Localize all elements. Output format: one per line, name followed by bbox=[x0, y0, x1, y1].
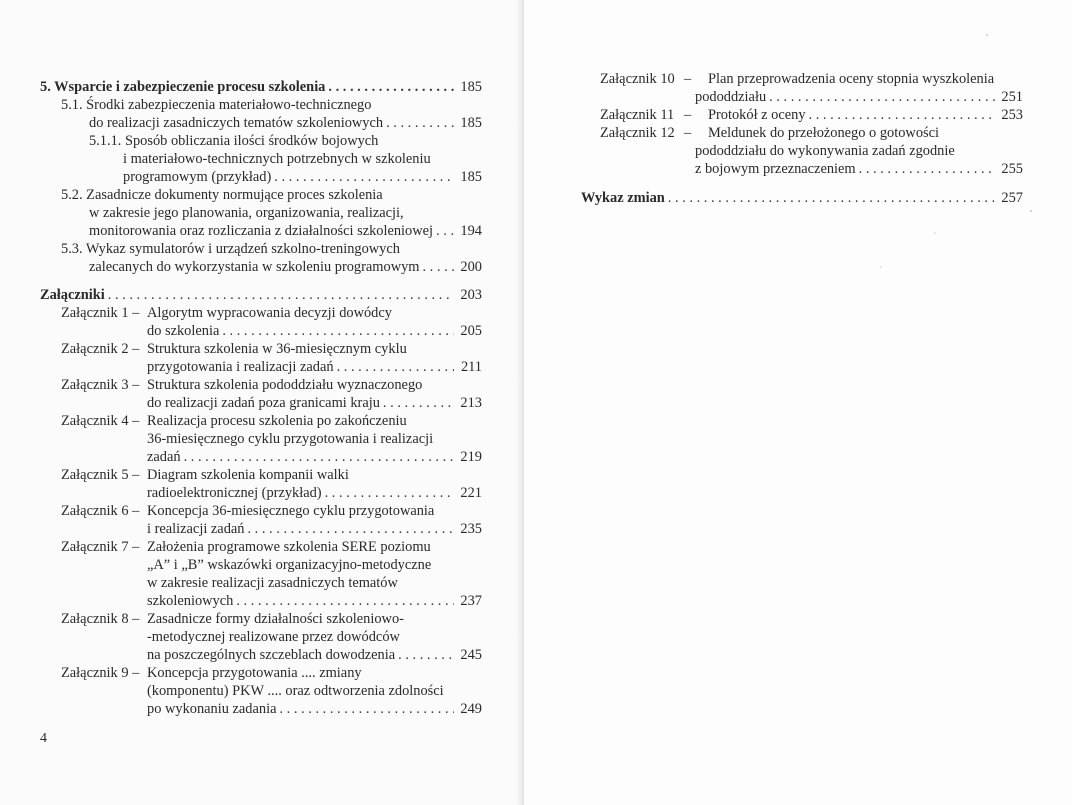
leader-dots bbox=[222, 322, 454, 340]
toc-entry-attachment-1[interactable] bbox=[147, 322, 482, 340]
toc-page-number: 235 bbox=[460, 521, 482, 537]
toc-line: Założenia programowe szkolenia SERE poziomu bbox=[147, 539, 431, 555]
leader-dots bbox=[184, 448, 454, 466]
toc-line: w zakresie jego planowania, organizowania, realizacji, bbox=[89, 205, 404, 221]
scan-speck bbox=[934, 232, 936, 234]
toc-page-number: 211 bbox=[460, 359, 482, 375]
toc-line: (komponentu) PKW .... oraz odtworzenia zdolności bbox=[147, 683, 444, 699]
toc-entry-title: monitorowania oraz rozliczania z działalności szkoleniowej bbox=[89, 223, 434, 239]
toc-entry-title: szkoleniowych bbox=[147, 593, 234, 609]
toc-line: pododdziału do wykonywania zadań zgodnie bbox=[695, 143, 955, 159]
toc-line: 5.1. Środki zabezpieczenia materiałowo-technicznego bbox=[61, 97, 372, 113]
toc-line: i materiałowo-technicznych potrzebnych w szkoleniu bbox=[123, 151, 431, 167]
leader-dots bbox=[247, 520, 454, 538]
toc-entry-changes[interactable] bbox=[581, 189, 1023, 207]
attachment-label: Załącznik 5 – bbox=[61, 467, 140, 483]
toc-page-number: 219 bbox=[460, 449, 482, 465]
attachment-label: Załącznik 1 – bbox=[61, 305, 140, 321]
toc-line: w zakresie realizacji zasadniczych tematów bbox=[147, 575, 398, 591]
attachment-label: Załącznik 11 bbox=[600, 107, 675, 123]
toc-entry-title: programowym (przykład) bbox=[123, 169, 272, 185]
toc-entry-attachment-9[interactable] bbox=[147, 700, 482, 718]
toc-entry-5-1[interactable] bbox=[89, 114, 482, 132]
page-number: 4 bbox=[40, 731, 47, 746]
toc-entry-attachment-11[interactable] bbox=[708, 106, 1023, 124]
toc-entry-title: z bojowym przeznaczeniem bbox=[695, 161, 856, 177]
toc-page-number: 213 bbox=[460, 395, 482, 411]
attachment-dash: – bbox=[684, 125, 692, 141]
toc-entry-title: na poszczególnych szczeblach dowodzenia bbox=[147, 647, 396, 663]
toc-entry-5-3[interactable] bbox=[89, 258, 482, 276]
toc-line: 5.2. Zasadnicze dokumenty normujące proces szkolenia bbox=[61, 187, 383, 203]
attachment-label: Załącznik 8 – bbox=[61, 611, 140, 627]
attachment-dash: – bbox=[684, 107, 692, 123]
leader-dots bbox=[859, 160, 995, 178]
attachment-label: Załącznik 7 – bbox=[61, 539, 140, 555]
toc-line: Algorytm wypracowania decyzji dowódcy bbox=[147, 305, 392, 321]
toc-entry-attachment-10[interactable] bbox=[695, 88, 1023, 106]
leader-dots bbox=[436, 222, 454, 240]
toc-entry-title: do szkolenia bbox=[147, 323, 220, 339]
scan-speck bbox=[1030, 210, 1032, 212]
toc-page-number: 185 bbox=[460, 115, 482, 131]
attachment-label: Załącznik 10 bbox=[600, 71, 675, 87]
leader-dots bbox=[108, 286, 454, 304]
attachment-label: Załącznik 3 – bbox=[61, 377, 140, 393]
toc-line: 5.1.1. Sposób obliczania ilości środków bojowych bbox=[89, 133, 379, 149]
attachment-label: Załącznik 12 bbox=[600, 125, 675, 141]
toc-entry-attachment-7[interactable] bbox=[147, 592, 482, 610]
toc-page-number: 185 bbox=[460, 79, 482, 95]
toc-page-number: 253 bbox=[1001, 107, 1023, 123]
leader-dots bbox=[383, 394, 454, 412]
toc-entry-title: do realizacji zadań poza granicami kraju bbox=[147, 395, 380, 411]
toc-page-number: 194 bbox=[460, 223, 482, 239]
toc-entry-title: radioelektronicznej (przykład) bbox=[147, 485, 322, 501]
toc-line: 36-miesięcznego cyklu przygotowania i realizacji bbox=[147, 431, 434, 447]
toc-entry-attachment-6[interactable] bbox=[147, 520, 482, 538]
toc-entry-title: do realizacji zasadniczych tematów szkoleniowych bbox=[89, 115, 384, 131]
toc-entry-title: po wykonaniu zadania bbox=[147, 701, 277, 717]
attachment-dash: – bbox=[684, 71, 692, 87]
toc-entry-attachment-3[interactable] bbox=[147, 394, 482, 412]
toc-entry-title: Wykaz zmian bbox=[581, 190, 665, 206]
toc-line: -metodycznej realizowane przez dowódców bbox=[147, 629, 400, 645]
toc-entry-section-5[interactable] bbox=[40, 78, 482, 96]
attachment-label: Załącznik 4 – bbox=[61, 413, 140, 429]
toc-page-number: 221 bbox=[460, 485, 482, 501]
scan-speck bbox=[880, 266, 882, 268]
toc-line: Diagram szkolenia kompanii walki bbox=[147, 467, 349, 483]
right-page bbox=[524, 0, 1072, 805]
toc-entry-title: 5. Wsparcie i zabezpieczenie procesu szkolenia bbox=[40, 79, 326, 95]
leader-dots bbox=[422, 258, 454, 276]
left-page bbox=[0, 0, 524, 805]
toc-entry-title: zadań bbox=[147, 449, 181, 465]
toc-page-number: 205 bbox=[460, 323, 482, 339]
toc-entry-attachment-4[interactable] bbox=[147, 448, 482, 466]
leader-dots bbox=[386, 114, 454, 132]
leader-dots bbox=[325, 484, 454, 502]
toc-page-number: 245 bbox=[460, 647, 482, 663]
toc-line: Plan przeprowadzenia oceny stopnia wyszkolenia bbox=[708, 71, 995, 87]
leader-dots bbox=[398, 646, 454, 664]
toc-entry-title: Załączniki bbox=[40, 287, 105, 303]
leader-dots bbox=[279, 700, 454, 718]
toc-entry-attachment-12[interactable] bbox=[695, 160, 1023, 178]
toc-entry-5-1-1[interactable] bbox=[123, 168, 482, 186]
leader-dots bbox=[274, 168, 454, 186]
toc-entry-title: przygotowania i realizacji zadań bbox=[147, 359, 334, 375]
toc-line: Struktura szkolenia w 36-miesięcznym cyklu bbox=[147, 341, 407, 357]
toc-entry-title: zalecanych do wykorzystania w szkoleniu programowym bbox=[89, 259, 420, 275]
toc-page-number: 200 bbox=[460, 259, 482, 275]
toc-line: „A” i „B” wskazówki organizacyjno-metodyczne bbox=[147, 557, 432, 573]
toc-page-number: 257 bbox=[1001, 190, 1023, 206]
toc-line: Koncepcja 36-miesięcznego cyklu przygotowania bbox=[147, 503, 435, 519]
attachment-label: Załącznik 9 – bbox=[61, 665, 140, 681]
toc-line: Struktura szkolenia pododdziału wyznaczonego bbox=[147, 377, 423, 393]
toc-entry-attachment-8[interactable] bbox=[147, 646, 482, 664]
toc-entry-attachment-5[interactable] bbox=[147, 484, 482, 502]
attachment-label: Załącznik 2 – bbox=[61, 341, 140, 357]
leader-dots bbox=[236, 592, 454, 610]
scan-speck bbox=[986, 34, 988, 36]
toc-line: Meldunek do przełożonego o gotowości bbox=[708, 125, 939, 141]
leader-dots bbox=[668, 189, 995, 207]
attachment-label: Załącznik 6 – bbox=[61, 503, 140, 519]
toc-line: Koncepcja przygotowania .... zmiany bbox=[147, 665, 362, 681]
toc-line: Realizacja procesu szkolenia po zakończeniu bbox=[147, 413, 407, 429]
leader-dots bbox=[328, 78, 454, 96]
toc-page-number: 249 bbox=[460, 701, 482, 717]
toc-entry-title: pododdziału bbox=[695, 89, 767, 105]
leader-dots bbox=[809, 106, 995, 124]
toc-entry-title: i realizacji zadań bbox=[147, 521, 245, 537]
toc-page-number: 255 bbox=[1001, 161, 1023, 177]
toc-page-number: 185 bbox=[460, 169, 482, 185]
toc-entry-5-2[interactable] bbox=[89, 222, 482, 240]
toc-entry-attachment-2[interactable] bbox=[147, 358, 482, 376]
toc-line: 5.3. Wykaz symulatorów i urządzeń szkolno-treningowych bbox=[61, 241, 400, 257]
toc-line: Zasadnicze formy działalności szkoleniowo- bbox=[147, 611, 404, 627]
toc-entry-attachments[interactable] bbox=[40, 286, 482, 304]
leader-dots bbox=[337, 358, 454, 376]
leader-dots bbox=[769, 88, 995, 106]
toc-page-number: 203 bbox=[460, 287, 482, 303]
toc-page-number: 251 bbox=[1001, 89, 1023, 105]
toc-page-number: 237 bbox=[460, 593, 482, 609]
toc-entry-title: Protokół z oceny bbox=[708, 107, 806, 123]
